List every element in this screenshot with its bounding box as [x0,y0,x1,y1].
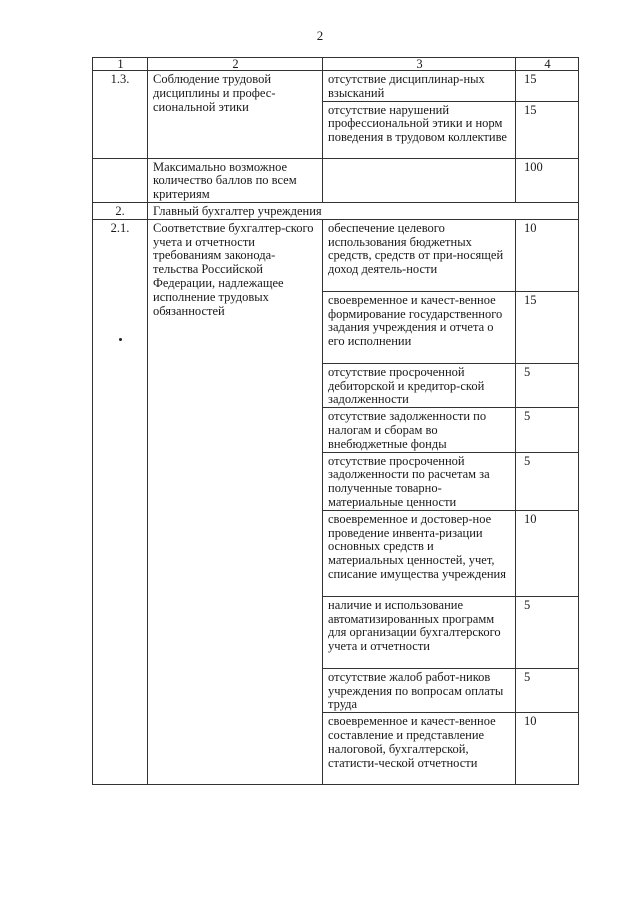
score-cell: 5 [516,408,579,452]
total-label-cell: Максимально возможное количество баллов по всем критериям [148,158,323,202]
score-cell: 15 [516,71,579,102]
section-number: 2. [93,202,148,219]
score-cell: 5 [516,668,579,712]
score-cell: 5 [516,452,579,510]
header-col-2: 2 [148,58,323,71]
score-cell: 15 [516,101,579,158]
indicator-cell: отсутствие дисциплинар-ных взысканий [323,71,516,102]
page-number: 2 [316,28,324,43]
score-cell: 10 [516,713,579,785]
indicator-cell: своевременное и качест-венное составление и представление налоговой, бухгалтерской, статисти-ческой отчетности [323,713,516,785]
table-row [93,71,579,102]
header-col-3: 3 [323,58,516,71]
indicator-cell: отсутствие нарушений профессиональной этики и норм поведения в трудовом коллективе [323,101,516,158]
indicator-cell: отсутствие задолженности по налогам и сборам во внебюджетные фонды [323,408,516,452]
indicator-cell: наличие и использование автоматизированных программ для организации бухгалтерского учета и отчетности [323,596,516,668]
score-cell: 10 [516,510,579,596]
row-number: 2.1. [93,219,148,784]
section-row [93,202,579,219]
section-title: Главный бухгалтер учреждения [148,202,579,219]
indicator-cell: обеспечение целевого использования бюджетных средств, средств от при-носящей доход деятель-ности [323,219,516,291]
header-col-1: 1 [93,58,148,71]
score-cell: 5 [516,596,579,668]
criteria-table [92,57,579,785]
criterion-cell: Соответствие бухгалтер-ского учета и отчетности требованиям законода-тельства Российской Федерации, надлежащее исполнение трудовых обязанностей [148,219,323,784]
indicator-cell: своевременное и качест-венное формирование государственного задания учреждения и отчета о его исполнении [323,291,516,363]
table-header-row [93,58,579,71]
row-number: 1.3. [93,71,148,159]
criterion-cell: Соблюдение трудовой дисциплины и профес-сиональной этики [148,71,323,159]
header-col-4: 4 [516,58,579,71]
indicator-cell: своевременное и достовер-ное проведение инвента-ризации основных средств и материальных ценностей, учет, списание имущества учреждения [323,510,516,596]
table-row [93,158,579,202]
empty-cell [93,158,148,202]
indicator-cell: отсутствие просроченной задолженности по расчетам за полученные товарно-материальные ценности [323,452,516,510]
score-cell: 5 [516,363,579,407]
total-score-cell: 100 [516,158,579,202]
indicator-cell: отсутствие просроченной дебиторской и кредитор-ской задолженности [323,363,516,407]
table-row [93,219,579,291]
score-cell: 15 [516,291,579,363]
indicator-cell: отсутствие жалоб работ-ников учреждения по вопросам оплаты труда [323,668,516,712]
empty-cell [323,158,516,202]
score-cell: 10 [516,219,579,291]
